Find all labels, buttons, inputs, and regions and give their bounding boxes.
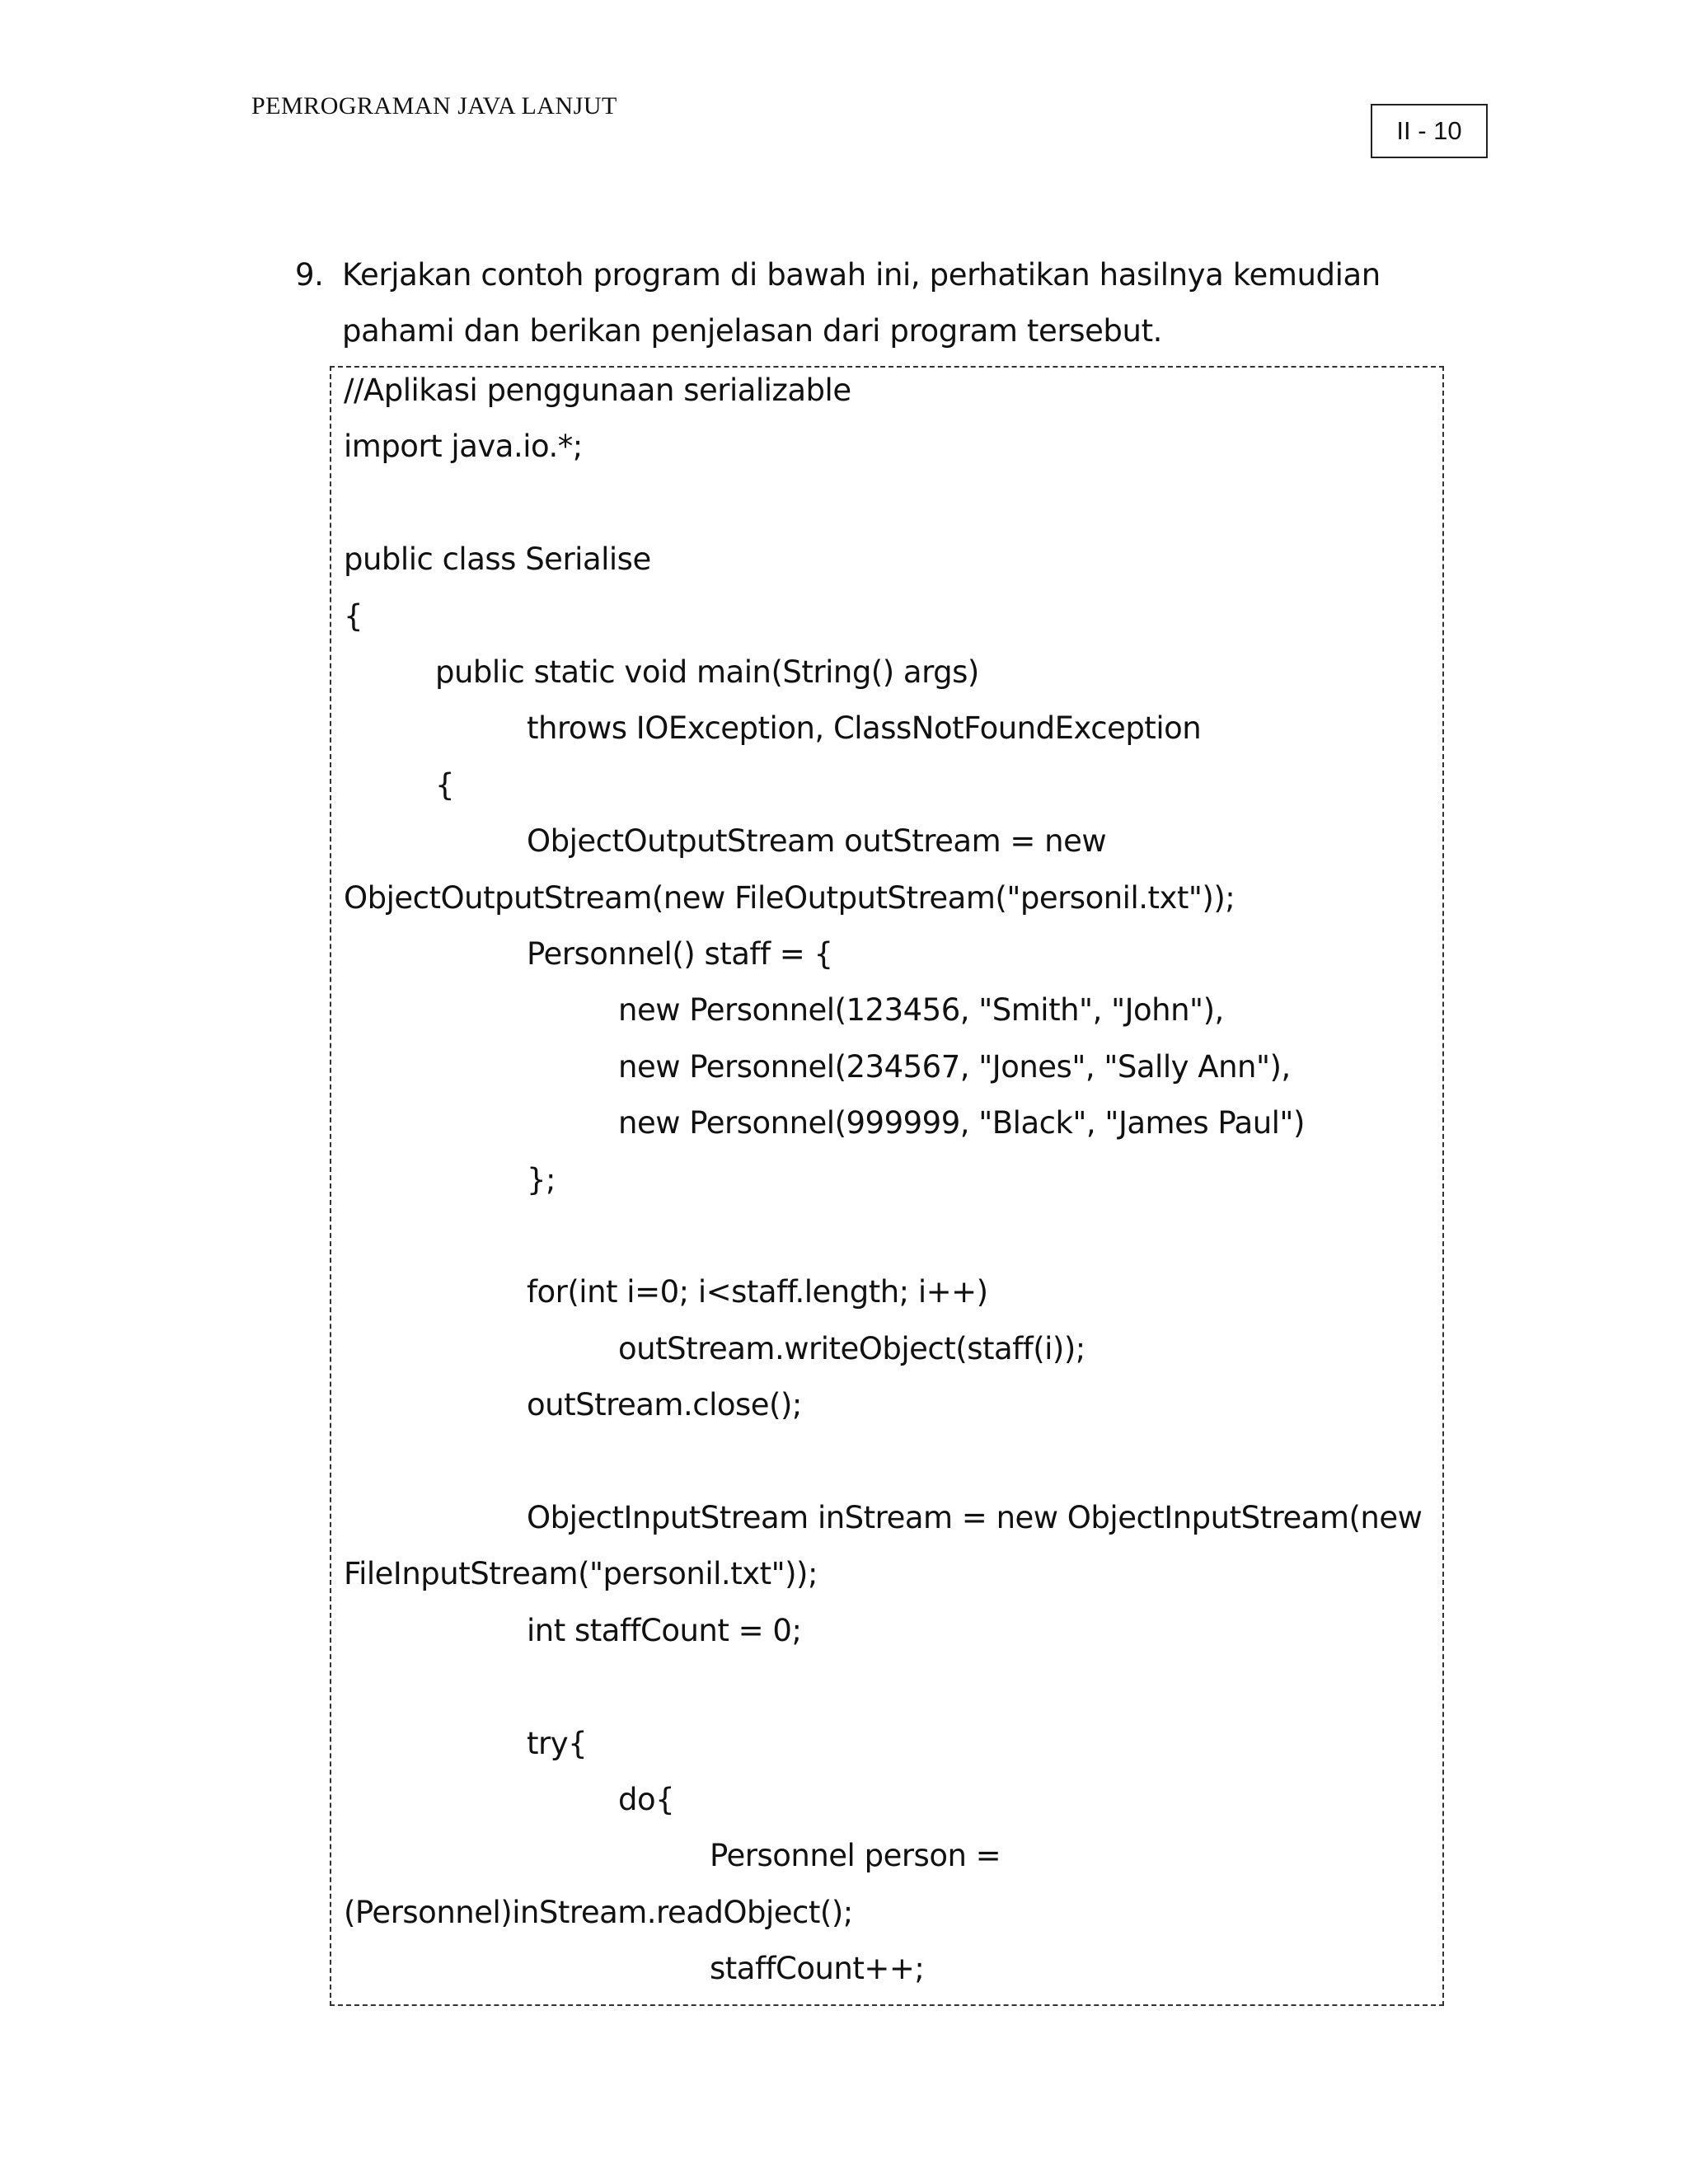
code-line: ObjectOutputStream(new FileOutputStream("personil.txt"));	[344, 879, 1236, 916]
exercise-text	[342, 247, 1381, 359]
exercise-number: 9.	[295, 257, 324, 293]
code-line: staffCount++;	[710, 1951, 925, 1987]
page-number: II - 10	[1396, 116, 1462, 145]
exercise-text-line: pahami dan berikan penjelasan dari program tersebut.	[342, 313, 1163, 349]
code-line: ObjectOutputStream outStream = new	[527, 823, 1107, 860]
code-line: Personnel() staff = {	[527, 936, 833, 972]
code-line: new Personnel(123456, "Smith", "John"),	[618, 992, 1224, 1029]
code-line: do{	[618, 1782, 675, 1817]
code-line: //Aplikasi penggunaan serializable	[344, 373, 851, 408]
code-line: int staffCount = 0;	[527, 1612, 802, 1648]
code-line: throws IOException, ClassNotFoundException	[527, 710, 1202, 747]
code-line: public static void main(String() args)	[435, 654, 979, 690]
code-line: {	[344, 598, 363, 634]
code-listing-box	[330, 366, 1444, 2006]
exercise-text-line: Kerjakan contoh program di bawah ini, perhatikan hasilnya kemudian	[342, 257, 1381, 293]
code-line: new Personnel(234567, "Jones", "Sally Ann"),	[618, 1048, 1291, 1085]
code-line: public class Serialise	[344, 541, 651, 578]
page-number-box	[1371, 104, 1488, 158]
code-line: Personnel person =	[710, 1838, 1001, 1874]
code-line: FileInputStream("personil.txt"));	[344, 1556, 818, 1592]
code-line: ObjectInputStream inStream = new ObjectInputStream(new	[527, 1500, 1423, 1535]
code-line: import java.io.*;	[344, 429, 583, 465]
code-line: new Personnel(999999, "Black", "James Paul")	[618, 1105, 1305, 1141]
code-line: for(int i=0; i<staff.length; i++)	[527, 1274, 988, 1310]
code-line: };	[527, 1161, 556, 1197]
document-header-title: PEMROGRAMAN JAVA LANJUT	[251, 92, 617, 120]
code-line: {	[435, 766, 455, 803]
code-line: try{	[527, 1725, 588, 1761]
code-line: outStream.writeObject(staff(i));	[618, 1330, 1085, 1366]
code-line: (Personnel)inStream.readObject();	[344, 1894, 853, 1930]
code-line: outStream.close();	[527, 1387, 802, 1423]
